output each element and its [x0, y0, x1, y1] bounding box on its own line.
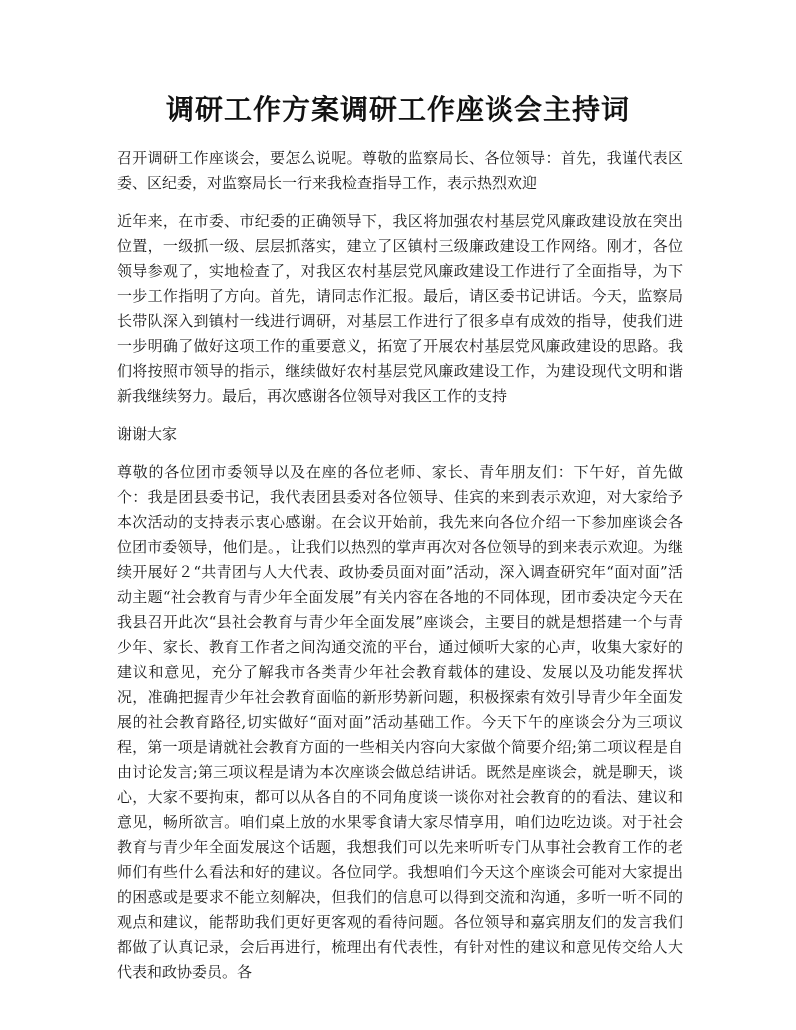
document-title: 调研工作方案调研工作座谈会主持词 [165, 93, 630, 126]
paragraph-work-review: 近年来，在市委、市纪委的正确领导下，我区将加强农村基层党风廉政建设放在突出位置，一级抓一级、层层抓落实，建立了区镇村三级廉政建设工作网络。刚才，各位领导参观了，实地检查了，对我区农村基层党风廉政建设工作进行了全面指导，为下一步工作指明了方向。首先，请同志作汇报。最后，请区委书记讲话。今天，监察局长带队深入到镇村一线进行调研，对基层工作进行了很多卓有成效的指导，使我们进一步明确了做好这项工作的重要意义，拓宽了开展农村基层党风廉政建设的思路。我们将按照市领导的指示，继续做好农村基层党风廉政建设工作，为建设现代文明和谐新我继续努力。最后，再次感谢各位领导对我区工作的支持 [117, 212, 683, 405]
paragraph-thanks: 谢谢大家 [117, 425, 178, 443]
paragraph-forum-opening: 尊敬的各位团市委领导以及在座的各位老师、家长、青年朋友们：下午好，首先做个：我是团县委书记，我代表团县委对各位领导、佳宾的来到表示欢迎，对大家给予本次活动的支持表示衷心感谢。在会议开始前，我先来向各位介绍一下参加座谈会各位团市委领导，他们是。，让我们以热烈的掌声再次对各位领导的到来表示欢迎。为继续开展好２“共青团与人大代表、政协委员面对面”活动，深入调查研究年“面对面”活动主题“社会教育与青少年全面发展”有关内容在各地的不同体现，团市委决定今天在我县召开此次“县社会教育与青少年全面发展”座谈会，主要目的就是想搭建一个与青少年、家长、教育工作者之间沟通交流的平台，通过倾听大家的心声，收集大家好的建议和意见，充分了解我市各类青少年社会教育载体的建设、发展以及功能发挥状况，准确把握青少年社会教育面临的新形势新问题，积极探索有效引导青少年全面发展的社会教育路径,切实做好“面对面”活动基础工作。今天下午的座谈会分为三项议程，第一项是请就社会教育方面的一些相关内容向大家做个简要介绍;第二项议程是自由讨论发言;第三项议程是请为本次座谈会做总结讲话。既然是座谈会，就是聊天，谈心，大家不要拘束，都可以从各自的不同角度谈一谈你对社会教育的的看法、建议和意见，畅所欲言。咱们桌上放的水果零食请大家尽情享用，咱们边吃边谈。对于社会教育与青少年全面发展这个话题，我想我们可以先来听听专门从事社会教育工作的老师们有些什么看法和好的建议。各位同学。我想咱们今天这个座谈会可能对大家提出的困惑或是要求不能立刻解决，但我们的信息可以得到交流和沟通，多听一听不同的观点和建议，能帮助我们更好更客观的看待问题。各位领导和嘉宾朋友们的发言我们都做了认真记录，会后再进行，梳理出有代表性，有针对性的建议和意见传交给人大代表和政协委员。各 [117, 463, 683, 981]
paragraph-intro: 召开调研工作座谈会，要怎么说呢。尊敬的监察局长、各位领导：首先，我谨代表区委、区纪委，对监察局长一行来我检查指导工作，表示热烈欢迎 [117, 149, 683, 192]
document-body [117, 146, 683, 998]
